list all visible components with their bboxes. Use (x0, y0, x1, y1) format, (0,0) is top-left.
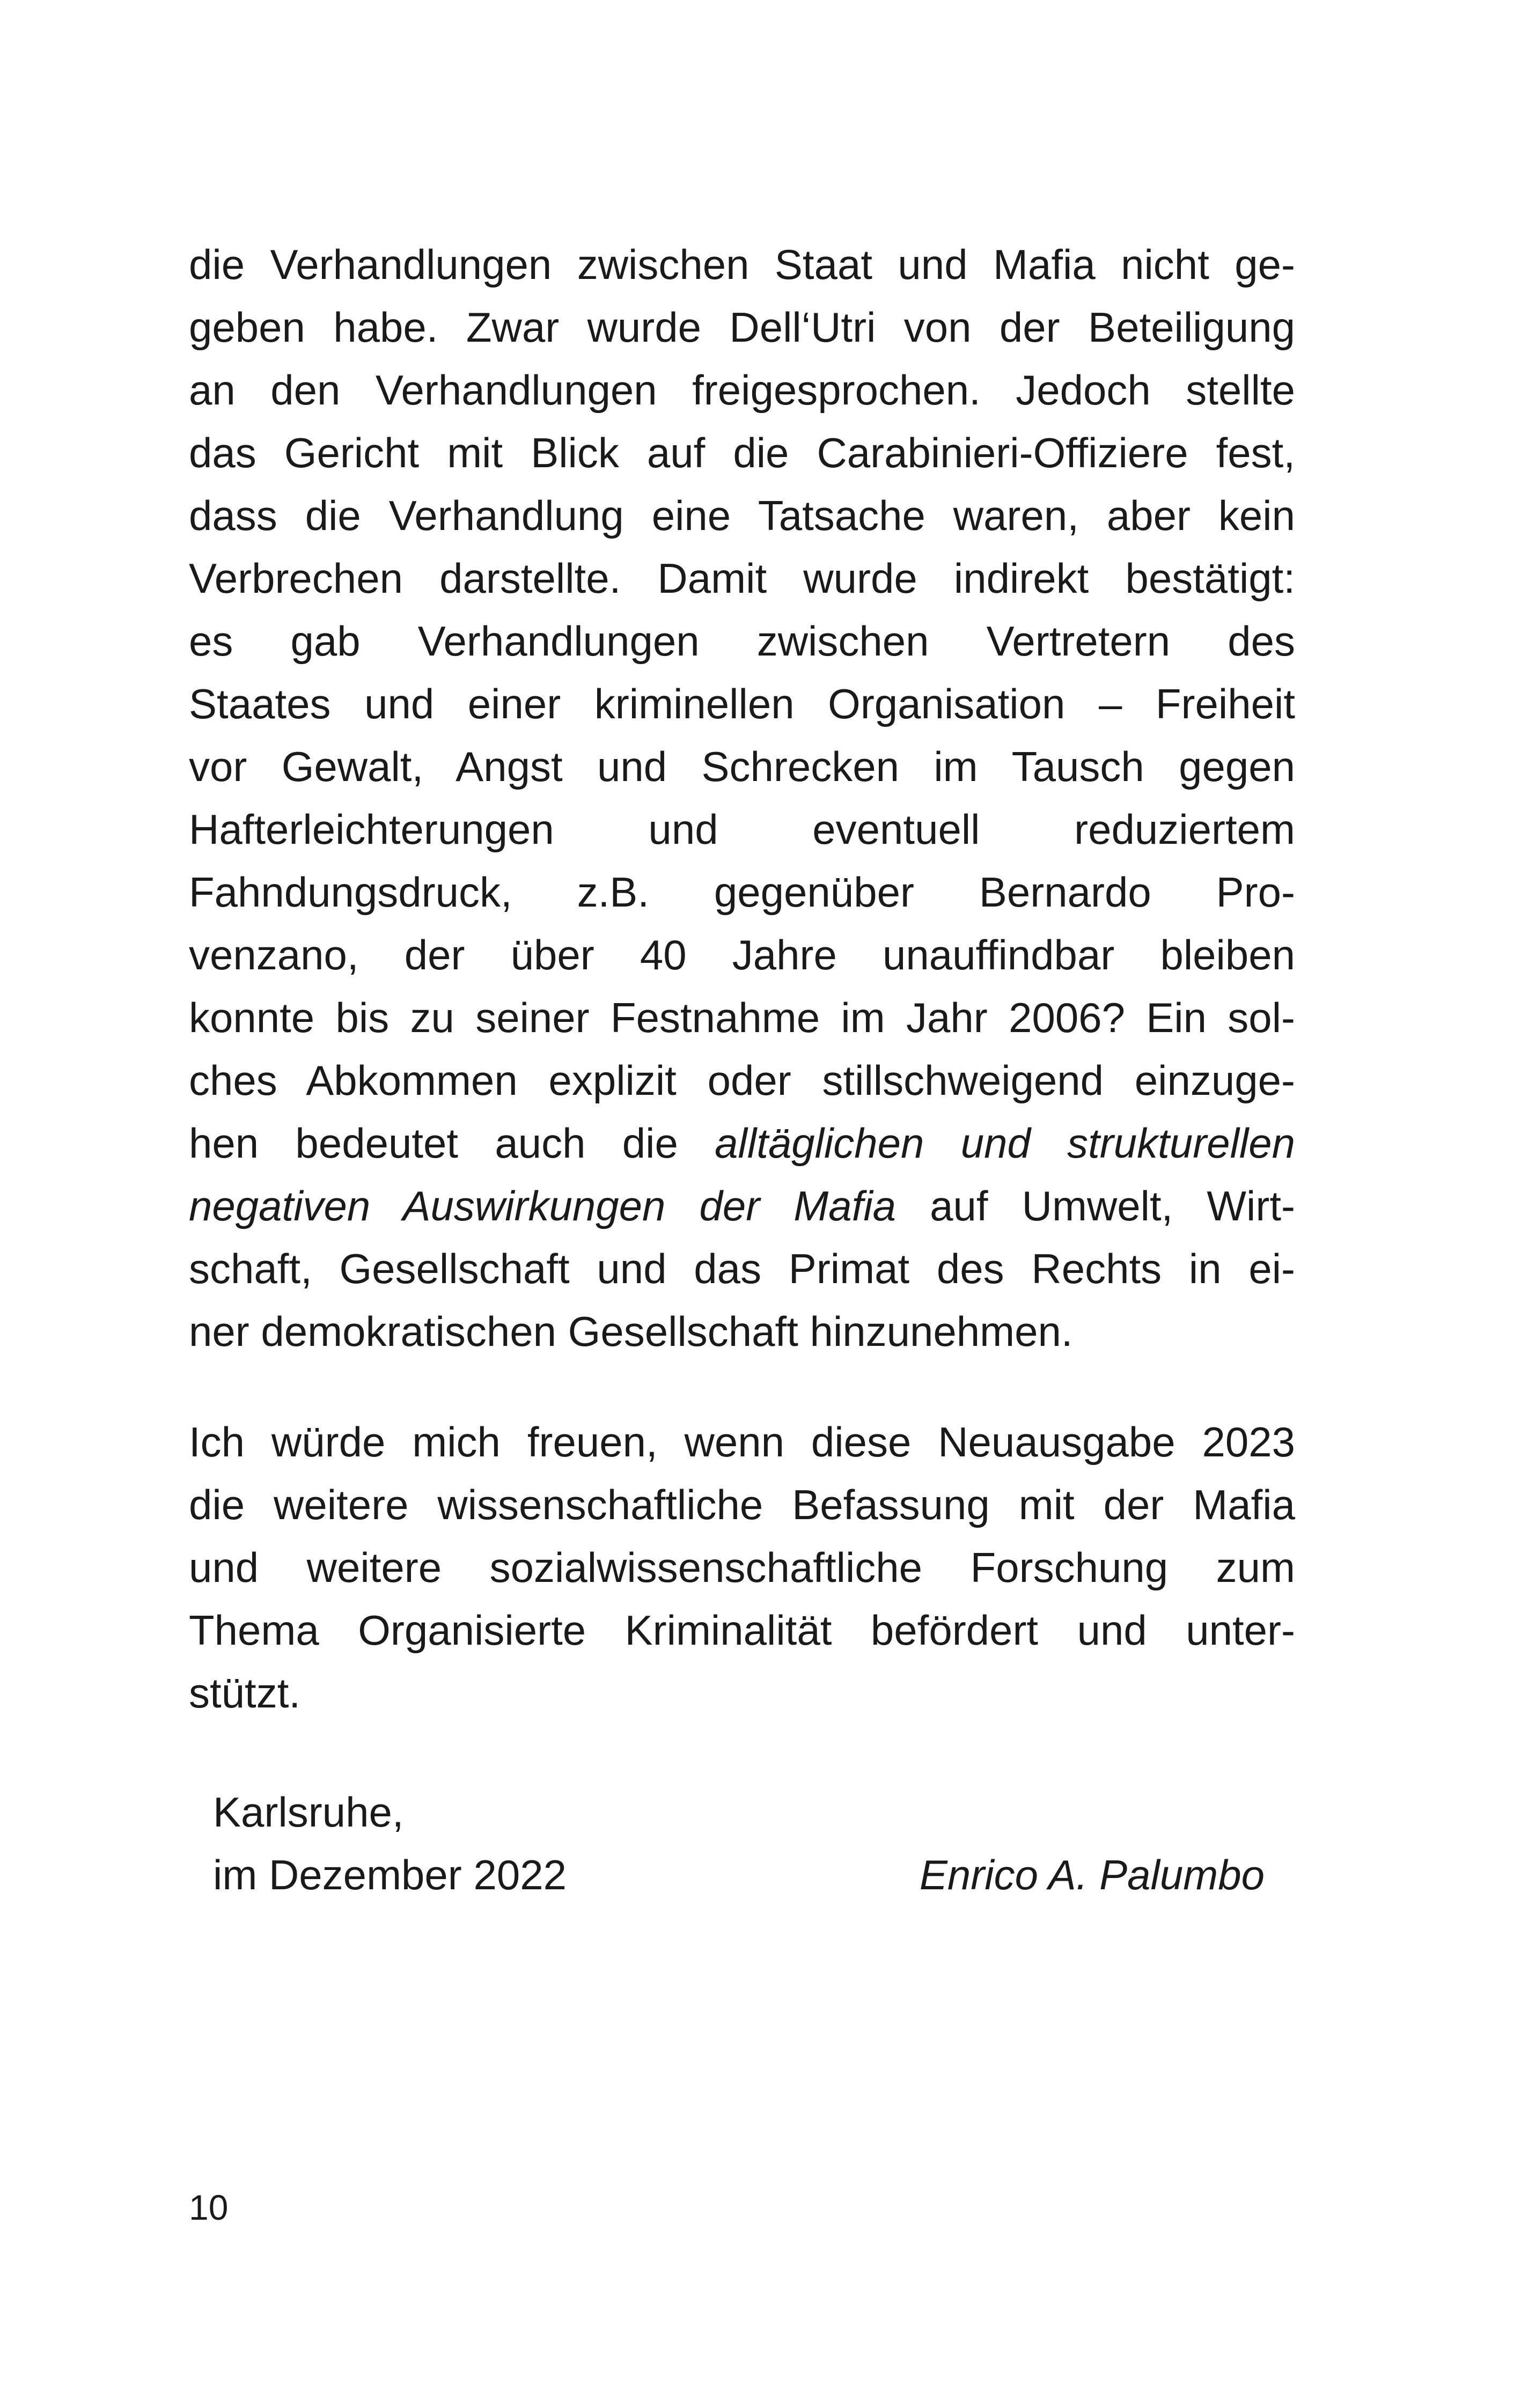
text-line: ner demokratischen Gesellschaft hinzunehmen. (189, 1308, 1073, 1355)
signature-place: Karlsruhe, (213, 1788, 404, 1836)
text-line: und weitere sozialwissenschaftliche Forschung zum (189, 1544, 1295, 1591)
emphasis-text: alltäglichen und strukturellen (715, 1120, 1295, 1167)
text-line: die weitere wissenschaftliche Befassung mit der Mafia (189, 1481, 1295, 1528)
text-line: es gab Verhandlungen zwischen Vertretern des (189, 617, 1295, 665)
text-line: schaft, Gesellschaft und das Primat des Rechts in ei- (189, 1245, 1295, 1292)
signature-place-date (213, 1781, 567, 1906)
text-line: geben habe. Zwar wurde Dell‘Utri von der Beteiligung (189, 304, 1295, 351)
text-line-mixed (189, 1112, 1295, 1175)
text-line: ches Abkommen explizit oder stillschweigend einzuge- (189, 1057, 1295, 1104)
body-paragraph-2 (189, 1411, 1295, 1725)
text-line: stützt. (189, 1669, 301, 1717)
text-line: vor Gewalt, Angst und Schrecken im Tausch gegen (189, 743, 1295, 790)
signature-date: im Dezember 2022 (213, 1851, 567, 1898)
signature-author: Enrico A. Palumbo (919, 1851, 1265, 1898)
text-line: dass die Verhandlung eine Tatsache waren, aber kein (189, 492, 1295, 539)
text-line: Ich würde mich freuen, wenn diese Neuausgabe 2023 (189, 1418, 1295, 1466)
text-line: Staates und einer kriminellen Organisation – Freiheit (189, 680, 1295, 727)
page-number: 10 (189, 2188, 229, 2227)
text-segment: hen bedeutet auch die (189, 1120, 715, 1167)
text-line: venzano, der über 40 Jahre unauffindbar bleiben (189, 931, 1295, 978)
text-line: die Verhandlungen zwischen Staat und Mafia nicht ge- (189, 241, 1295, 288)
text-line: konnte bis zu seiner Festnahme im Jahr 2006? Ein sol- (189, 994, 1295, 1041)
text-line: Thema Organisierte Kriminalität befördert und unter- (189, 1607, 1295, 1654)
text-line: Fahndungsdruck, z.B. gegenüber Bernardo Pro- (189, 868, 1295, 916)
text-line: das Gericht mit Blick auf die Carabinieri-Offiziere fest, (189, 429, 1295, 476)
text-line: an den Verhandlungen freigesprochen. Jedoch stellte (189, 366, 1295, 414)
text-line: Hafterleichterungen und eventuell reduziertem (189, 806, 1295, 853)
emphasis-text: negativen Auswirkungen der Mafia (189, 1182, 897, 1229)
body-paragraph-1 (189, 233, 1295, 1363)
text-segment: auf Umwelt, Wirt- (896, 1182, 1295, 1229)
text-line-mixed (189, 1175, 1295, 1238)
text-line: Verbrechen darstellte. Damit wurde indirekt bestätigt: (189, 555, 1295, 602)
